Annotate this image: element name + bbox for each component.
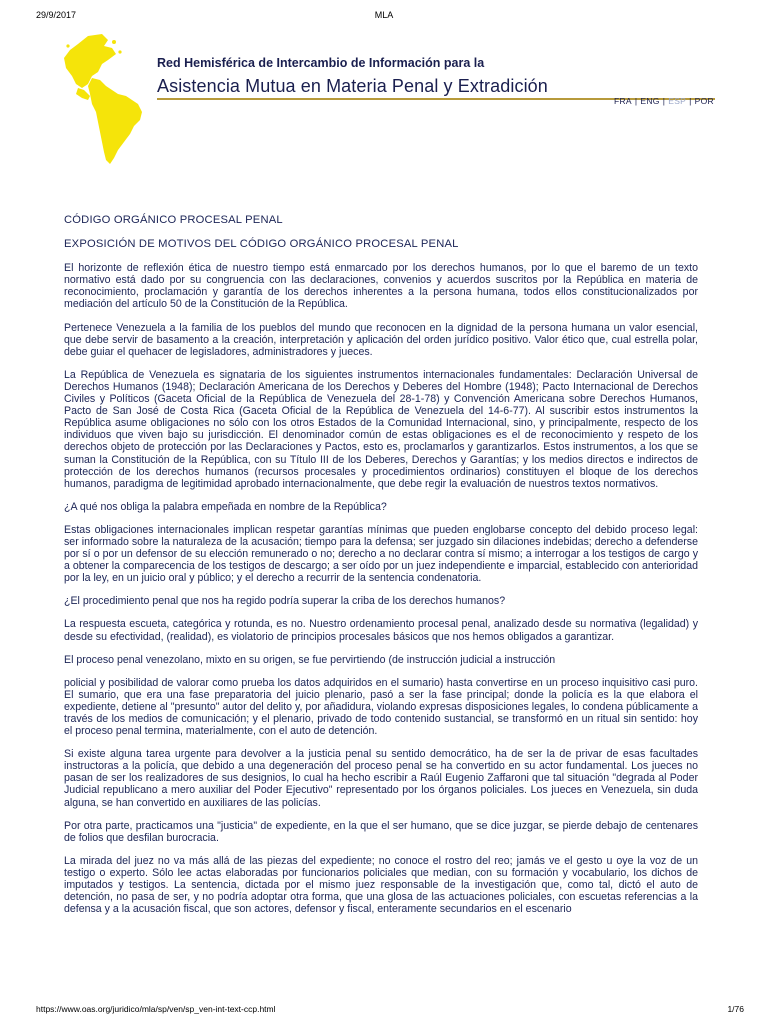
paragraph: El proceso penal venezolano, mixto en su origen, se fue pervirtiendo (de instrucción judicial a instrucción	[64, 653, 556, 666]
network-subject: Asistencia Mutua en Materia Penal y Extradición	[157, 76, 548, 96]
lang-separator: |	[689, 96, 692, 106]
lang-link-eng[interactable]: ENG	[640, 96, 660, 106]
page-counter: 1/76	[727, 1004, 744, 1014]
paragraph: Si existe alguna tarea urgente para devolver a la justicia penal su sentido democrático, ha de ser la de privar de esas facultades instructoras a la policía, que debido a una degeneración del proceso penal se ha convertido en su actor fundamental. Los jueces no pasan de ser los realizadores de sus designios, lo cual ha hecho escribir a Raúl Eugenio Zaffaroni que tal situación "degrada al Poder Judicial republicano a mero auxiliar del Poder Ejecutivo" representado por los órganos policiales. Los jueces en Venezuela, sin duda alguna, se han convertido en auxiliares de las policías.	[64, 748, 698, 809]
lang-separator: |	[662, 96, 666, 106]
paragraph: La respuesta escueta, categórica y rotunda, es no. Nuestro ordenamiento procesal penal, analizado desde su normativa (legalidad) y desde su efectividad, (realidad), es violatorio de principios procesales básicos que nos hemos obligados a garantizar.	[64, 618, 698, 643]
paragraph: Pertenece Venezuela a la familia de los pueblos del mundo que reconocen en la dignidad de la persona humana un valor esencial, que debe servir de basamento a la creación, interpretación y aplicación del orden jurídico positivo. Valor ético que, cual estrella polar, debe guiar el quehacer de legisladores, administradores y jueces.	[64, 321, 698, 358]
print-footer	[0, 1004, 768, 1018]
document-subtitle: EXPOSICIÓN DE MOTIVOS DEL CÓDIGO ORGÁNICO PROCESAL PENAL	[64, 238, 459, 251]
americas-map-logo	[58, 34, 158, 164]
paragraph: Por otra parte, practicamos una "justicia" de expediente, en la que el ser humano, que se dice juzgar, se pierde debajo de centenares de folios que desfilan burocracia.	[64, 819, 698, 844]
lang-separator: |	[634, 96, 638, 106]
document-body	[64, 214, 698, 926]
network-name: Red Hemisférica de Intercambio de Información para la	[157, 56, 485, 70]
lang-link-fra[interactable]: FRA	[613, 96, 632, 106]
paragraph: policial y posibilidad de valorar como prueba los datos adquiridos en el sumario) hasta convertirse en un proceso inquisitivo casi puro. El sumario, que era una fase preparatoria del juicio plenario, pasó a ser la fase principal; donde la policía es la que elabora el expediente, detiene al "presunto" autor del delito y, por añadidura, violando expresas disposiciones legales, lo condena públicamente a través de los medios de comunicación; y el plenario, privado de todo contenido sustancial, se transformó en un ritual sin sentido: hoy el proceso penal termina, materialmente, con el auto de detención.	[64, 676, 698, 738]
lang-link-por[interactable]: POR	[694, 96, 714, 106]
print-header	[0, 10, 768, 24]
print-date: 29/9/2017	[36, 10, 77, 20]
paragraph: La mirada del juez no va más allá de las piezas del expediente; no conoce el rostro del reo; jamás ve el gesto u oye la voz de un testigo o experto. Sólo lee actas elaboradas por funcionarios policiales que median, con su formación y vocabulario, los dichos de imputados y testigos. La sentencia, dictada por el mismo juez responsable de la investigación que, como tal, dictó el auto de detención, no pasa de ser, y no podría adoptar otra forma, que una glosa de las actuaciones policiales, con escuetas referencias a la defensa y a la acusación fiscal, que son actores, defensor y fiscal, enteramente secundarios en el escenario	[64, 854, 698, 916]
document-title: CÓDIGO ORGÁNICO PROCESAL PENAL	[64, 214, 283, 226]
paragraph: Estas obligaciones internacionales implican respetar garantías mínimas que pueden englobarse concepto del debido proceso legal: ser informado sobre la naturaleza de la acusación; tiempo para la defensa; ser juzgado sin dilaciones indebidas; derecho a defenderse por sí o por un defensor de su elección remunerado o no; derecho a no declarar contra sí mismo; a interrogar a los testigos de cargo y a obtener la comparecencia de los testigos de descargo; a ser oído por un juez independiente e imparcial, establecido con anterioridad por la ley, en un juicio oral y público; y el derecho a recurrir de la sentencia condenatoria.	[64, 523, 698, 585]
language-selector	[614, 96, 714, 106]
site-banner	[58, 34, 718, 164]
print-url: https://www.oas.org/juridico/mla/sp/ven/sp_ven-int-text-ccp.html	[36, 1004, 276, 1014]
paragraph: El horizonte de reflexión ética de nuestro tiempo está enmarcado por los derechos humanos, por lo que el baremo de un texto normativo está dado por su congruencia con las declaraciones, convenios y acuerdos suscritos por la República en materia de reconocimiento, proclamación y garantía de los derechos inherentes a la persona humana, todos ellos constitucionalizados por mediación del artículo 50 de la Constitución de la República.	[64, 262, 698, 311]
question-paragraph: ¿A qué nos obliga la palabra empeñada en nombre de la República?	[64, 500, 387, 513]
print-title: MLA	[374, 10, 394, 20]
lang-link-esp[interactable]: ESP	[668, 96, 687, 106]
question-paragraph: ¿El procedimiento penal que nos ha regido podría superar la criba de los derechos humanos?	[64, 595, 506, 608]
paragraph: La República de Venezuela es signataria de los siguientes instrumentos internacionales fundamentales: Declaración Universal de Derechos Humanos (1948); Declaración Americana de los Derechos y Deberes del Hombre (1948); Pacto Internacional de Derechos Civiles y Políticos (Gaceta Oficial de la República de Venezuela del 28-1-78) y Convención Americana sobre Derechos Humanos, Pacto de San José de Costa Rica (Gaceta Oficial de la República de Venezuela del 14-6-77). Al suscribir estos instrumentos la República asume obligaciones no sólo con los otros Estados de la Comunidad Internacional, sino, y principalmente, respecto de los individuos que viven bajo su jurisdicción. El denominador común de estas obligaciones es el de reconocimiento y respeto de los derechos objeto de protección por las Declaraciones y Pactos, esto es, proclamarlos y garantizarlos. Estos instrumentos, a los que se suman la Constitución de la República, con su Título III de los Deberes, Derechos y Garantías; y los medios directos e indirectos de protección de los derechos humanos (recursos procesales y procedimientos ordinarios) constituyen el bloque de los derechos humanos, paradigma de legitimidad aprobado internacionalmente, que debe regir la evaluación de nuestros textos normativos.	[64, 368, 698, 490]
